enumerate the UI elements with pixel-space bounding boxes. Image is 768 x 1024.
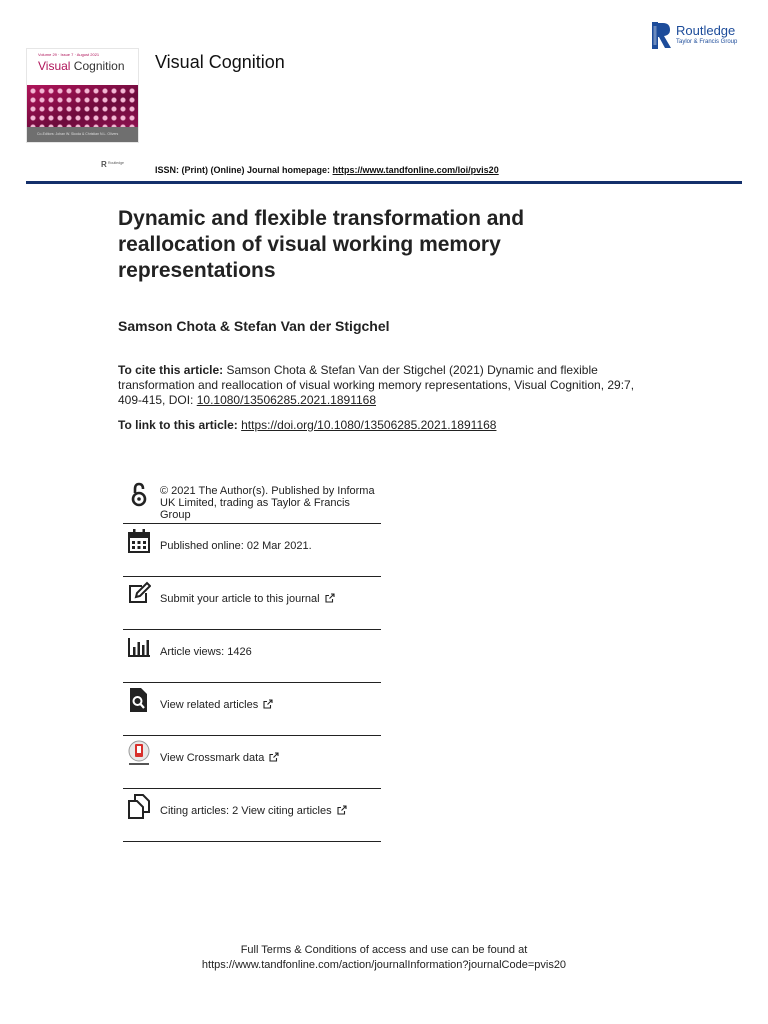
terms-footer — [0, 943, 768, 973]
article-views: Article views: 1426 — [160, 646, 252, 658]
citing-articles-icon — [127, 793, 151, 819]
list-item-license — [123, 478, 381, 524]
list-item-related[interactable] — [123, 683, 381, 736]
external-link-icon — [269, 752, 279, 762]
cover-artwork — [27, 85, 139, 127]
list-item-citing[interactable] — [123, 789, 381, 842]
article-title: Dynamic and flexible transformation and reallocation of visual working memory representations — [118, 207, 525, 282]
submit-article-link[interactable]: Submit your article to this journal — [160, 593, 335, 605]
small-r-icon: R — [101, 160, 107, 169]
bar-chart-icon — [127, 634, 151, 660]
external-link-icon — [325, 593, 335, 603]
routledge-logo — [652, 22, 748, 50]
external-link-icon — [263, 699, 273, 709]
open-access-icon — [127, 482, 151, 508]
article-info-list — [123, 478, 381, 842]
terms-url[interactable]: https://www.tandfonline.com/action/journalInformation?journalCode=pvis20 — [201, 959, 567, 971]
calendar-icon — [127, 528, 151, 554]
list-item-submit[interactable] — [123, 577, 381, 630]
citing-articles-link[interactable]: Citing articles: 2 View citing articles — [160, 805, 347, 817]
journal-title: Visual Cognition — [155, 52, 285, 72]
doi-link[interactable]: 10.1080/13506285.2021.1891168 — [196, 393, 377, 407]
cover-editors: Co-Editors: Johan W. Skoda & Christian N.L. Olivers — [37, 132, 119, 136]
routledge-small-logo: R Routledge — [101, 160, 124, 169]
journal-homepage-link[interactable]: https://www.tandfonline.com/loi/pvis20 — [332, 165, 499, 175]
publisher-name: Routledge — [676, 23, 736, 38]
search-document-icon — [127, 687, 151, 713]
list-item-views — [123, 630, 381, 683]
article-authors: Samson Chota & Stefan Van der Stigchel — [118, 318, 390, 334]
citation-block: To cite this article: Samson Chota & Stefan Van der Stigchel (2021) Dynamic and flexible transformation and reallocation of visual working memory representations, Visual Cognition, 29:7, 409-415, DOI: 10.1080/13506285.2021.1891168 — [118, 363, 635, 407]
terms-text: Full Terms & Conditions of access and use can be found at — [240, 944, 528, 956]
published-date: Published online: 02 Mar 2021. — [160, 540, 312, 552]
license-text: © 2021 The Author(s). Published by Informa UK Limited, trading as Taylor & Francis Group — [160, 485, 375, 521]
crossmark-link[interactable]: View Crossmark data — [160, 752, 279, 764]
related-articles-link[interactable]: View related articles — [160, 699, 273, 711]
routledge-r-icon — [652, 22, 672, 49]
crossmark-icon — [127, 740, 151, 766]
edit-icon — [127, 581, 151, 607]
issn-line: ISSN: (Print) (Online) Journal homepage: https://www.tandfonline.com/loi/pvis20 — [155, 165, 499, 175]
article-url-link[interactable]: https://doi.org/10.1080/13506285.2021.1891168 — [241, 418, 497, 432]
journal-cover — [26, 48, 139, 143]
external-link-icon — [337, 805, 347, 815]
list-item-published — [123, 524, 381, 577]
header-divider — [26, 181, 742, 184]
publisher-group: Taylor & Francis Group — [676, 39, 738, 45]
list-item-crossmark[interactable] — [123, 736, 381, 789]
cover-title: Visual Cognition — [38, 59, 125, 73]
article-link-block: To link to this article: https://doi.org/10.1080/13506285.2021.1891168 — [118, 418, 497, 432]
cover-volume: Volume 29 · Issue 7 · August 2021 — [38, 52, 100, 57]
